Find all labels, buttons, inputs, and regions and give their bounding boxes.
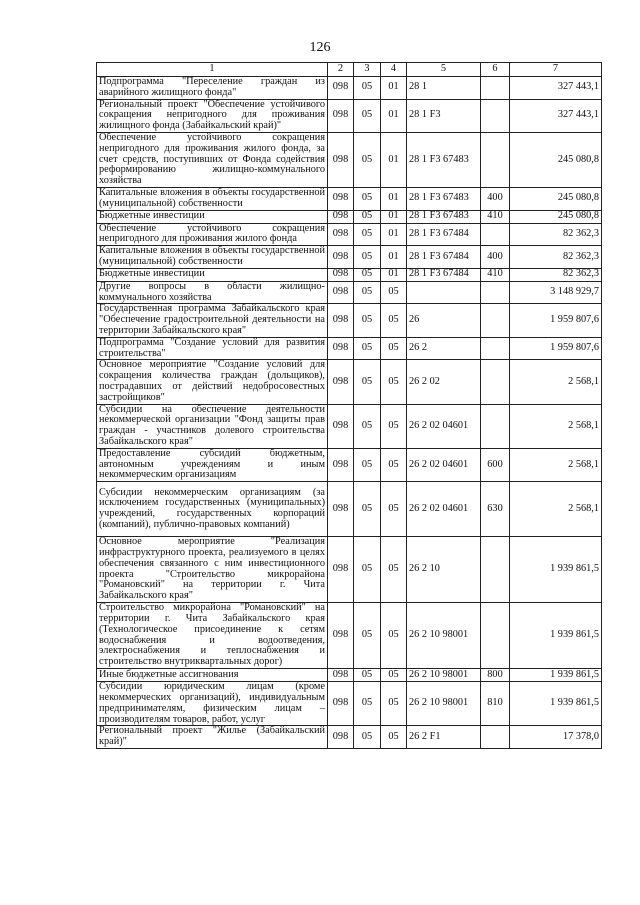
table-row [97, 99, 602, 132]
row-amount: 2 568,1 [510, 404, 602, 448]
row-section: 05 [354, 682, 381, 726]
row-amount: 82 362,3 [510, 246, 602, 269]
row-name: Бюджетные инвестиции [97, 210, 328, 223]
row-amount: 2 568,1 [510, 482, 602, 537]
row-amount: 2 568,1 [510, 360, 602, 404]
table-row [97, 726, 602, 749]
row-expense-type: 800 [481, 669, 510, 682]
row-subsection: 01 [381, 268, 407, 281]
row-target-article: 28 1 [407, 77, 481, 100]
budget-table [96, 62, 602, 749]
row-target-article: 26 2 [407, 337, 481, 360]
row-section: 05 [354, 448, 381, 481]
row-section: 05 [354, 404, 381, 448]
row-section: 05 [354, 99, 381, 132]
row-expense-type [481, 304, 510, 337]
row-expense-type [481, 132, 510, 187]
row-subsection: 01 [381, 210, 407, 223]
row-subsection: 05 [381, 482, 407, 537]
row-section: 05 [354, 77, 381, 100]
row-target-article: 26 2 10 [407, 537, 481, 603]
row-section: 05 [354, 669, 381, 682]
table-row [97, 304, 602, 337]
row-amount: 245 080,8 [510, 210, 602, 223]
row-name: Бюджетные инвестиции [97, 268, 328, 281]
header-cell: 7 [510, 63, 602, 77]
row-subsection: 05 [381, 726, 407, 749]
row-target-article: 28 1 F3 67484 [407, 268, 481, 281]
row-subsection: 05 [381, 281, 407, 304]
row-target-article: 26 2 10 98001 [407, 682, 481, 726]
table-row [97, 223, 602, 246]
row-expense-type [481, 99, 510, 132]
row-target-article: 28 1 F3 67483 [407, 132, 481, 187]
row-target-article: 26 2 02 04601 [407, 404, 481, 448]
row-amount: 1 959 807,6 [510, 337, 602, 360]
row-target-article: 26 2 02 04601 [407, 482, 481, 537]
row-target-article: 26 2 02 [407, 360, 481, 404]
table-row [97, 268, 602, 281]
row-code: 098 [328, 482, 354, 537]
row-name: Подпрограмма "Создание условий для развития строительства" [97, 337, 328, 360]
row-target-article: 26 2 10 98001 [407, 603, 481, 669]
row-name: Субсидии на обеспечение деятельности некоммерческой организации "Фонд защиты прав граждан - участников долевого строительства Забайкальского края" [97, 404, 328, 448]
row-code: 098 [328, 223, 354, 246]
row-code: 098 [328, 682, 354, 726]
row-subsection: 05 [381, 360, 407, 404]
row-code: 098 [328, 281, 354, 304]
row-subsection: 05 [381, 603, 407, 669]
row-section: 05 [354, 537, 381, 603]
header-cell: 5 [407, 63, 481, 77]
row-name: Обеспечение устойчивого сокращения непригодного для проживания жилого фонда [97, 223, 328, 246]
row-amount: 1 939 861,5 [510, 682, 602, 726]
row-name: Капитальные вложения в объекты государственной (муниципальной) собственности [97, 187, 328, 210]
table-row [97, 482, 602, 537]
row-expense-type [481, 281, 510, 304]
row-expense-type: 630 [481, 482, 510, 537]
row-code: 098 [328, 210, 354, 223]
page-number: 126 [309, 40, 331, 55]
row-expense-type [481, 360, 510, 404]
row-amount: 2 568,1 [510, 448, 602, 481]
row-expense-type [481, 603, 510, 669]
row-subsection: 05 [381, 304, 407, 337]
table-row [97, 669, 602, 682]
row-code: 098 [328, 77, 354, 100]
table-row [97, 246, 602, 269]
row-expense-type: 400 [481, 187, 510, 210]
row-name: Основное мероприятие "Создание условий для сокращения количества граждан (дольщиков), пострадавших от действий недобросовестных застройщиков" [97, 360, 328, 404]
row-subsection: 01 [381, 132, 407, 187]
header-row [97, 63, 602, 77]
row-subsection: 01 [381, 77, 407, 100]
row-section: 05 [354, 337, 381, 360]
row-name: Региональный проект "Жилье (Забайкальский край)" [97, 726, 328, 749]
table-row [97, 337, 602, 360]
row-name: Предоставление субсидий бюджетным, автономным учреждениям и иным некоммерческим организациям [97, 448, 328, 481]
row-amount: 1 959 807,6 [510, 304, 602, 337]
row-code: 098 [328, 187, 354, 210]
row-target-article: 28 1 F3 [407, 99, 481, 132]
row-expense-type: 410 [481, 268, 510, 281]
row-section: 05 [354, 268, 381, 281]
row-subsection: 05 [381, 448, 407, 481]
row-code: 098 [328, 404, 354, 448]
row-target-article [407, 281, 481, 304]
row-amount: 17 378,0 [510, 726, 602, 749]
row-name: Основное мероприятие "Реализация инфраструктурного проекта, реализуемого в целях обеспечения связанного с ним инвестиционного проекта "Строительство микрорайона "Романовский" на территории г. Чита Забайкальского края" [97, 537, 328, 603]
row-section: 05 [354, 187, 381, 210]
row-section: 05 [354, 482, 381, 537]
row-expense-type [481, 404, 510, 448]
row-amount: 327 443,1 [510, 77, 602, 100]
row-name: Государственная программа Забайкальского края "Обеспечение градостроительной деятельности на территории Забайкальского края" [97, 304, 328, 337]
row-section: 05 [354, 304, 381, 337]
table-row [97, 210, 602, 223]
row-code: 098 [328, 603, 354, 669]
table-row [97, 77, 602, 100]
row-name: Обеспечение устойчивого сокращения непригодного для проживания жилого фонда, за счет средств, поступивших от Фонда содействия реформированию жилищно-коммунального хозяйства [97, 132, 328, 187]
row-name: Строительство микрорайона "Романовский" на территории г. Чита Забайкальского края (Технологическое присоединение к сетям водоснабжения и водоотведения, электроснабжения и теплоснабжения и строительство внутриквартальных дорог) [97, 603, 328, 669]
row-amount: 245 080,8 [510, 132, 602, 187]
row-code: 098 [328, 669, 354, 682]
row-name: Капитальные вложения в объекты государственной (муниципальной) собственности [97, 246, 328, 269]
table-row [97, 603, 602, 669]
row-subsection: 05 [381, 537, 407, 603]
row-code: 098 [328, 337, 354, 360]
row-subsection: 05 [381, 337, 407, 360]
row-code: 098 [328, 268, 354, 281]
row-name: Иные бюджетные ассигнования [97, 669, 328, 682]
row-section: 05 [354, 603, 381, 669]
row-expense-type [481, 537, 510, 603]
header-cell: 1 [97, 63, 328, 77]
row-section: 05 [354, 246, 381, 269]
row-section: 05 [354, 210, 381, 223]
row-subsection: 01 [381, 187, 407, 210]
row-subsection: 05 [381, 669, 407, 682]
row-code: 098 [328, 246, 354, 269]
row-name: Субсидии юридическим лицам (кроме некоммерческих организаций), индивидуальным предпринимателям, физическим лицам – производителям товаров, работ, услуг [97, 682, 328, 726]
row-amount: 327 443,1 [510, 99, 602, 132]
row-amount: 82 362,3 [510, 268, 602, 281]
row-code: 098 [328, 99, 354, 132]
row-subsection: 01 [381, 223, 407, 246]
row-name: Другие вопросы в области жилищно-коммунального хозяйства [97, 281, 328, 304]
row-code: 098 [328, 726, 354, 749]
row-target-article: 26 [407, 304, 481, 337]
row-target-article: 26 2 F1 [407, 726, 481, 749]
row-target-article: 28 1 F3 67484 [407, 223, 481, 246]
table-row [97, 404, 602, 448]
row-target-article: 26 2 10 98001 [407, 669, 481, 682]
row-section: 05 [354, 726, 381, 749]
row-code: 098 [328, 537, 354, 603]
row-amount: 3 148 929,7 [510, 281, 602, 304]
header-cell: 2 [328, 63, 354, 77]
header-cell: 3 [354, 63, 381, 77]
row-target-article: 26 2 02 04601 [407, 448, 481, 481]
table-row [97, 132, 602, 187]
row-expense-type: 810 [481, 682, 510, 726]
header-cell: 4 [381, 63, 407, 77]
row-subsection: 05 [381, 404, 407, 448]
row-expense-type: 400 [481, 246, 510, 269]
row-name: Субсидии некоммерческим организациям (за исключением государственных (муниципальных) учреждений, государственных корпораций (компаний), публично-правовых компаний) [97, 482, 328, 537]
table-row [97, 537, 602, 603]
table-row [97, 281, 602, 304]
row-section: 05 [354, 223, 381, 246]
row-amount: 1 939 861,5 [510, 537, 602, 603]
row-subsection: 01 [381, 246, 407, 269]
row-amount: 82 362,3 [510, 223, 602, 246]
row-subsection: 01 [381, 99, 407, 132]
row-expense-type [481, 337, 510, 360]
row-code: 098 [328, 360, 354, 404]
row-expense-type: 600 [481, 448, 510, 481]
row-expense-type [481, 726, 510, 749]
row-amount: 245 080,8 [510, 187, 602, 210]
table-row [97, 448, 602, 481]
row-code: 098 [328, 132, 354, 187]
row-expense-type [481, 223, 510, 246]
row-amount: 1 939 861,5 [510, 669, 602, 682]
header-cell: 6 [481, 63, 510, 77]
row-target-article: 28 1 F3 67484 [407, 246, 481, 269]
row-expense-type [481, 77, 510, 100]
row-section: 05 [354, 281, 381, 304]
table-row [97, 187, 602, 210]
row-target-article: 28 1 F3 67483 [407, 210, 481, 223]
row-amount: 1 939 861,5 [510, 603, 602, 669]
row-subsection: 05 [381, 682, 407, 726]
row-target-article: 28 1 F3 67483 [407, 187, 481, 210]
row-code: 098 [328, 304, 354, 337]
row-code: 098 [328, 448, 354, 481]
row-section: 05 [354, 132, 381, 187]
table-row [97, 682, 602, 726]
row-expense-type: 410 [481, 210, 510, 223]
row-section: 05 [354, 360, 381, 404]
row-name: Региональный проект "Обеспечение устойчивого сокращения непригодного для проживания жилищного фонда (Забайкальский край)" [97, 99, 328, 132]
table-row [97, 360, 602, 404]
row-name: Подпрограмма "Переселение граждан из аварийного жилищного фонда" [97, 77, 328, 100]
